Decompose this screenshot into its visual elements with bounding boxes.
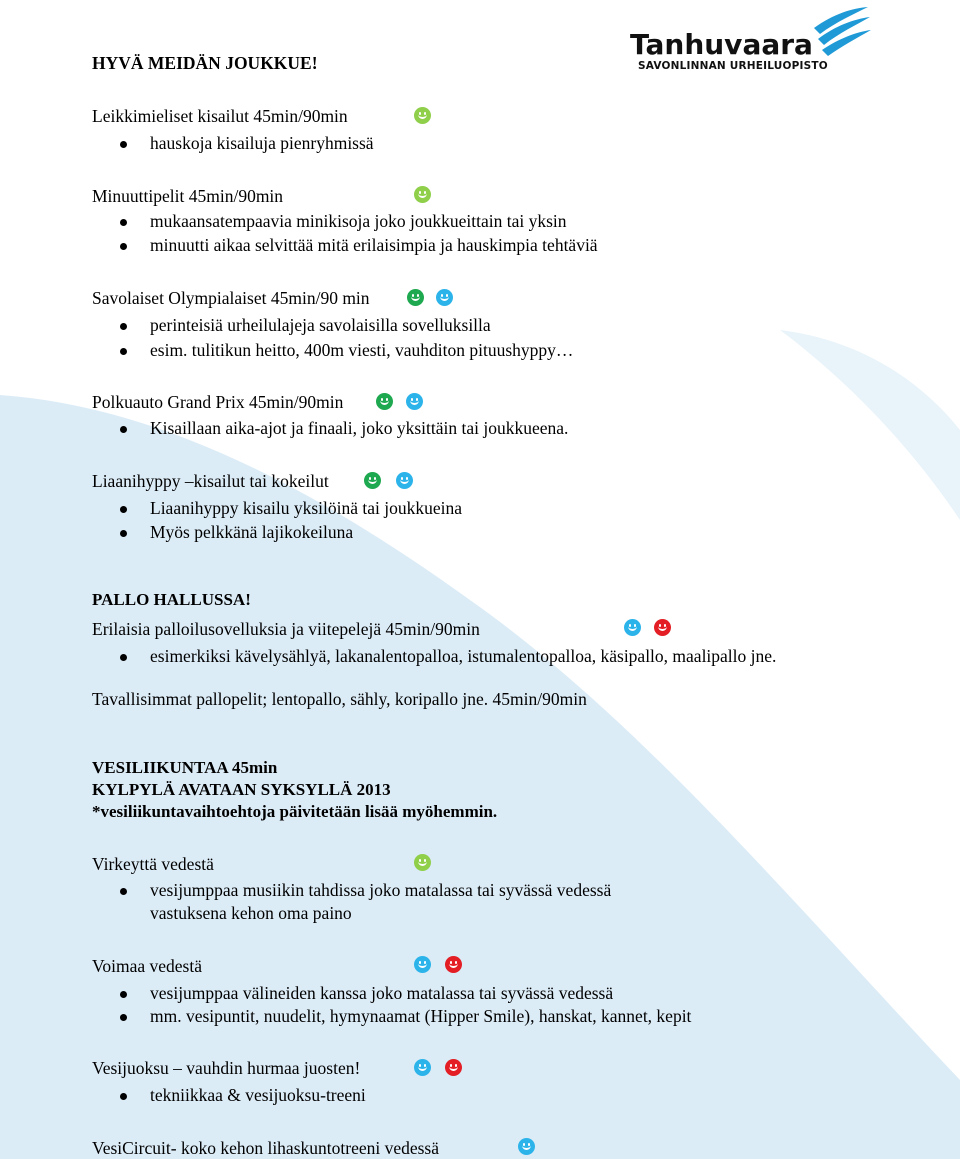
blue-smiley-icon — [396, 472, 413, 489]
section-title-vesijuoksu: Vesijuoksu – vauhdin hurmaa juosten! — [92, 1058, 361, 1078]
background-wave-top-edge — [780, 330, 960, 520]
blue-smiley-icon — [406, 393, 423, 410]
light-green-smiley-icon — [414, 854, 431, 871]
bullet — [120, 323, 127, 330]
list-item: esimerkiksi kävelysählyä, lakanalentopalloa, istumalentopalloa, käsipallo, maalipallo jne. — [150, 646, 777, 666]
blue-smiley-icon — [414, 956, 431, 973]
bullet — [120, 506, 127, 513]
section-title-minuuttipelit: Minuuttipelit 45min/90min — [92, 186, 284, 206]
section-title-vesicircuit: VesiCircuit- koko kehon lihaskuntotreeni vedessä — [92, 1138, 440, 1158]
section-title-palloilu: Erilaisia palloilusovelluksia ja viitepelejä 45min/90min — [92, 619, 480, 639]
water-heading-line-2: KYLPYLÄ AVATAAN SYKSYLLÄ 2013 — [92, 780, 391, 799]
bullet — [120, 348, 127, 355]
bullet — [120, 991, 127, 998]
background-wave-shape — [0, 392, 960, 1159]
bullet — [120, 530, 127, 537]
blue-smiley-icon — [414, 1059, 431, 1076]
section-title-voimaa: Voimaa vedestä — [92, 956, 202, 976]
list-item: Kisaillaan aika-ajot ja finaali, joko yksittäin tai joukkueena. — [150, 418, 569, 438]
logo-wordmark: Tanhuvaara — [630, 28, 813, 61]
section-title-pallopelit: Tavallisimmat pallopelit; lentopallo, sähly, koripallo jne. 45min/90min — [92, 689, 587, 709]
section-title-polkuauto: Polkuauto Grand Prix 45min/90min — [92, 392, 344, 412]
green-smiley-icon — [364, 472, 381, 489]
bullet — [120, 141, 127, 148]
section-title-leikkimieliset: Leikkimieliset kisailut 45min/90min — [92, 106, 348, 126]
section-title-virkeytta: Virkeyttä vedestä — [92, 854, 214, 874]
bullet — [120, 219, 127, 226]
bullet — [120, 1014, 127, 1021]
list-item: perinteisiä urheilulajeja savolaisilla sovelluksilla — [150, 315, 491, 335]
list-item: tekniikkaa & vesijuoksu-treeni — [150, 1085, 366, 1105]
logo-subtitle: SAVONLINNAN URHEILUOPISTO — [638, 60, 828, 72]
list-item: hauskoja kisailuja pienryhmissä — [150, 133, 374, 153]
list-item: mukaansatempaavia minikisoja joko joukkueittain tai yksin — [150, 211, 567, 231]
red-smiley-icon — [445, 1059, 462, 1076]
list-item: Liaanihyppy kisailu yksilöinä tai joukkueina — [150, 498, 463, 518]
list-item: vesijumppaa välineiden kanssa joko matalassa tai syvässä vedessä — [150, 983, 614, 1003]
bullet — [120, 654, 127, 661]
green-smiley-icon — [376, 393, 393, 410]
blue-smiley-icon — [436, 289, 453, 306]
bullet — [120, 243, 127, 250]
list-item: minuutti aikaa selvittää mitä erilaisimpia ja hauskimpia tehtäviä — [150, 235, 598, 255]
bullet — [120, 888, 127, 895]
list-item: vesijumppaa musiikin tahdissa joko matalassa tai syvässä vedessä — [150, 880, 612, 900]
list-item: esim. tulitikun heitto, 400m viesti, vauhditon pituushyppy… — [150, 340, 574, 360]
wave-mark-icon — [814, 7, 871, 56]
water-heading-line-3: *vesiliikuntavaihtoehtoja päivitetään lisää myöhemmin. — [92, 802, 498, 821]
bullet — [120, 426, 127, 433]
green-smiley-icon — [407, 289, 424, 306]
list-item: mm. vesipuntit, nuudelit, hymynaamat (Hipper Smile), hanskat, kannet, kepit — [150, 1006, 692, 1026]
section-title-savolaiset: Savolaiset Olympialaiset 45min/90 min — [92, 288, 370, 308]
blue-smiley-icon — [624, 619, 641, 636]
page-heading: HYVÄ MEIDÄN JOUKKUE! — [92, 53, 318, 73]
red-smiley-icon — [445, 956, 462, 973]
list-item-continuation: vastuksena kehon oma paino — [150, 903, 352, 923]
light-green-smiley-icon — [414, 186, 431, 203]
red-smiley-icon — [654, 619, 671, 636]
list-item: Myös pelkkänä lajikokeiluna — [150, 522, 354, 542]
water-heading-line-1: VESILIIKUNTAA 45min — [92, 758, 278, 777]
section-title-liaanihyppy: Liaanihyppy –kisailut tai kokeilut — [92, 471, 329, 491]
ball-heading: PALLO HALLUSSA! — [92, 590, 251, 609]
light-green-smiley-icon — [414, 107, 431, 124]
blue-smiley-icon — [518, 1138, 535, 1155]
bullet — [120, 1093, 127, 1100]
tanhuvaara-logo — [628, 6, 873, 76]
